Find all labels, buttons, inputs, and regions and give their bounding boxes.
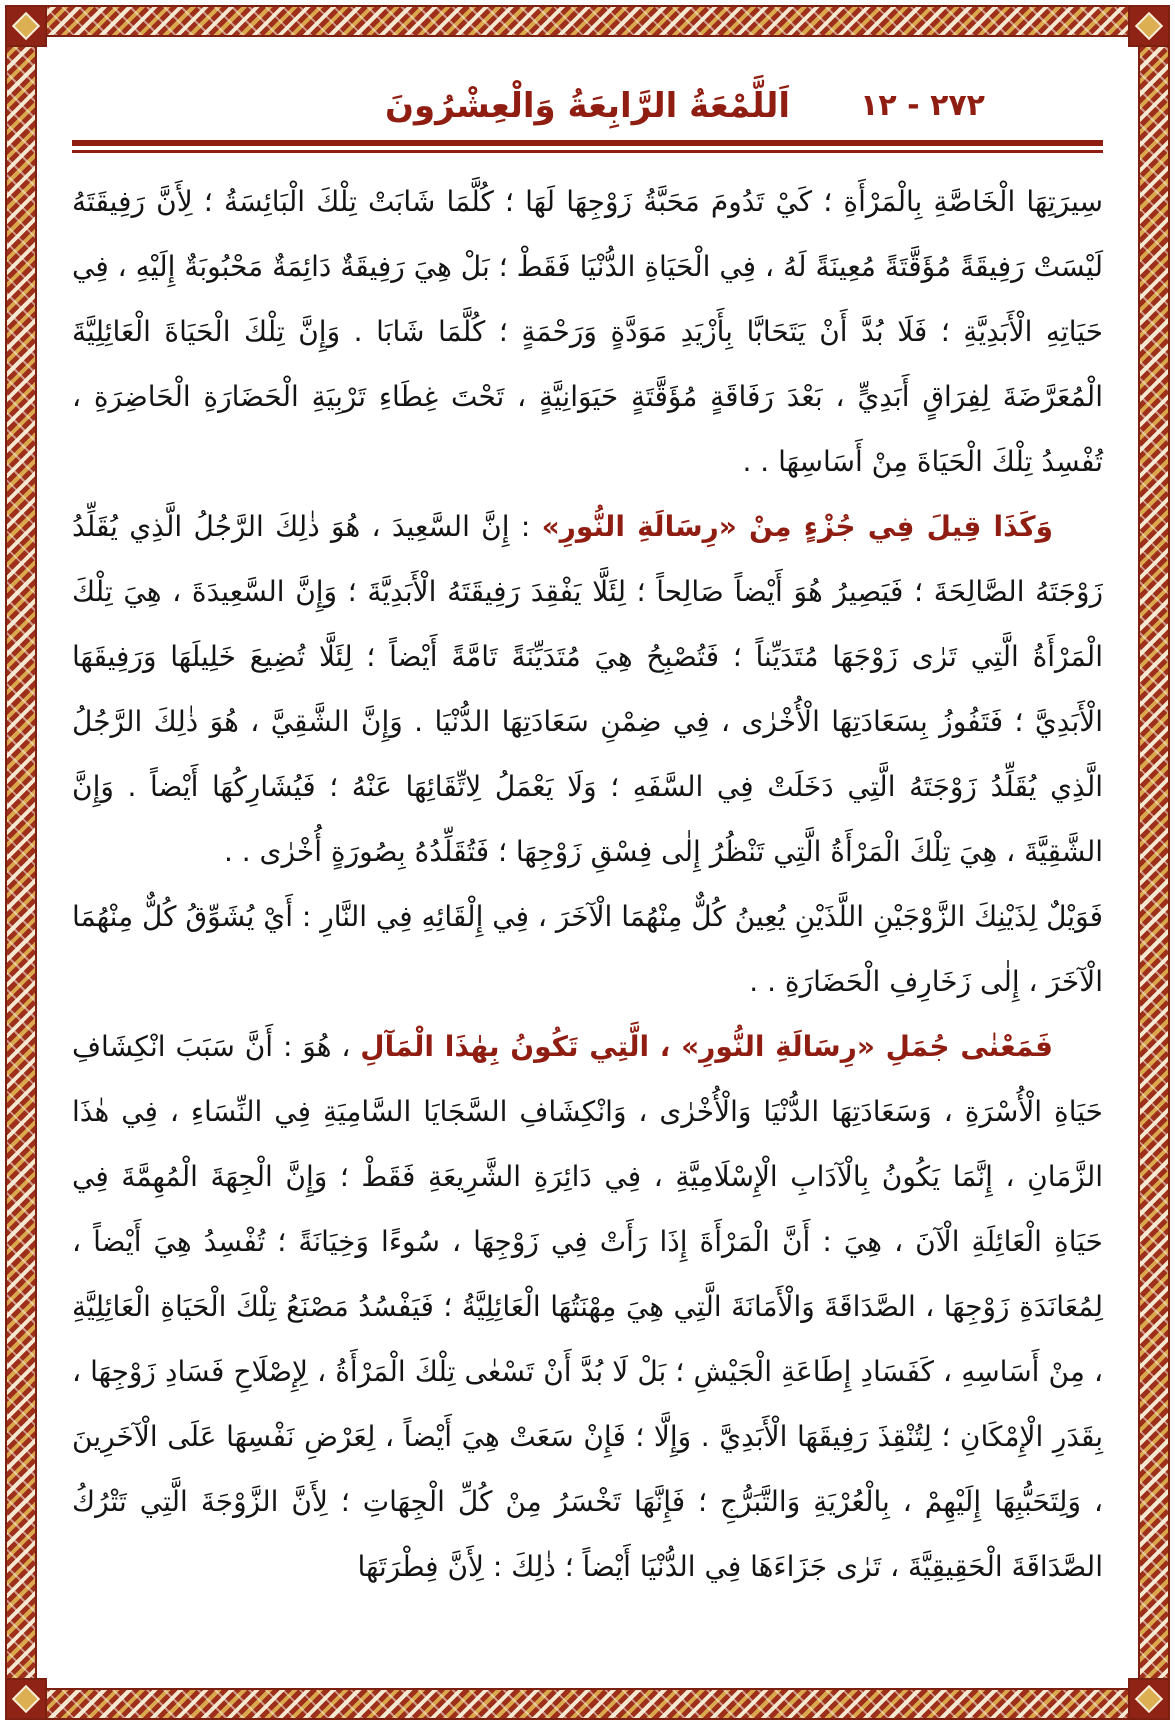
- border-corner-ornament: [5, 5, 47, 47]
- decorative-border-left: [5, 5, 37, 1720]
- paragraph-lead: فَمَعْنٰى جُمَلِ «رِسَالَةِ النُّورِ» ، الَّتِي تَكُونُ بِهٰذَا الْمَآلِ: [360, 1030, 1053, 1063]
- border-corner-ornament: [1128, 1678, 1170, 1720]
- paragraph: سِيرَتِهَا الْخَاصَّةِ بِالْمَرْأَةِ ؛ كَيْ تَدُومَ مَحَبَّةُ زَوْجِهَا لَهَا ؛ كُلَّمَا شَابَتْ تِلْكَ الْبَائِسَةُ ؛ لِأَنَّ رَفِيقَتَهُ لَيْسَتْ رَفِيقَةً مُؤَقَّتَةً مُعِينَةً لَهُ ، فِي الْحَيَاةِ الدُّنْيَا فَقَطْ ؛ بَلْ هِيَ رَفِيقَةٌ دَائِمَةٌ مَحْبُوبَةٌ إِلَيْهِ ، فِي حَيَاتِهِ الْأَبَدِيَّةِ ؛ فَلَا بُدَّ أَنْ يَتَحَابَّا بِأَزْيَدِ مَوَدَّةٍ وَرَحْمَةٍ ؛ كُلَّمَا شَابَا . وَإِنَّ تِلْكَ الْحَيَاةَ الْعَائِلِيَّةَ الْمُعَرَّضَةَ لِفِرَاقٍ أَبَدِيٍّ ، بَعْدَ رَفَاقَةٍ مُؤَقَّتَةٍ حَيَوَانِيَّةٍ ، تَحْتَ غِطَاءِ تَرْبِيَةِ الْحَضَارَةِ الْحَاضِرَةِ ، تُفْسِدُ تِلْكَ الْحَيَاةَ مِنْ أَسَاسِهَا . .: [72, 185, 1103, 478]
- body-text: [72, 169, 1103, 1599]
- decorative-border-right: [1138, 5, 1170, 1720]
- page-title: اَللَّمْعَةُ الرَّابِعَةُ وَالْعِشْرُونَ: [384, 86, 791, 126]
- decorative-border-top: [5, 5, 1170, 37]
- border-corner-ornament: [1128, 5, 1170, 47]
- page-header: [72, 76, 1103, 138]
- page-number: ٢٧٢ - ١٢: [860, 88, 985, 123]
- paragraph: وَكَذَا قِيلَ فِي جُزْءٍ مِنْ «رِسَالَةِ النُّورِ» : إِنَّ السَّعِيدَ ، هُوَ ذٰلِكَ الرَّجُلُ الَّذِي يُقَلِّدُ زَوْجَتَهُ الصَّالِحَةَ ؛ فَيَصِيرُ هُوَ أَيْضاً صَالِحاً ؛ لِئَلَّا يَفْقِدَ رَفِيقَتَهُ الْأَبَدِيَّةَ ؛ وَإِنَّ السَّعِيدَةَ ، هِيَ تِلْكَ الْمَرْأَةُ الَّتِي تَرٰى زَوْجَهَا مُتَدَيِّناً ؛ فَتُصْبِحُ هِيَ مُتَدَيِّنَةً تَامَّةً أَيْضاً ؛ لِئَلَّا تُضِيعَ خَلِيلَهَا وَرَفِيقَهَا الْأَبَدِيَّ ؛ فَتَفُوزُ بِسَعَادَتِهَا الْأُخْرٰى ، فِي ضِمْنِ سَعَادَتِهَا الدُّنْيَا . وَإِنَّ الشَّقِيَّ ، هُوَ ذٰلِكَ الرَّجُلُ الَّذِي يُقَلِّدُ زَوْجَتَهُ الَّتِي دَخَلَتْ فِي السَّفَهِ ؛ وَلَا يَعْمَلُ لِاتِّقَائِهَا عَنْهُ ؛ فَيُشَارِكُهَا أَيْضاً . وَإِنَّ الشَّقِيَّةَ ، هِيَ تِلْكَ الْمَرْأَةُ الَّتِي تَنْظُرُ إِلٰى فِسْقِ زَوْجِهَا ؛ فَتُقَلِّدُهُ بِصُورَةٍ أُخْرٰى . .: [72, 510, 1103, 868]
- decorative-border-bottom: [5, 1688, 1170, 1720]
- page-content: [72, 76, 1103, 1655]
- header-divider: [72, 140, 1103, 153]
- paragraph-lead: وَكَذَا قِيلَ فِي جُزْءٍ مِنْ «رِسَالَةِ النُّورِ»: [541, 510, 1053, 543]
- paragraph: فَوَيْلٌ لِذَيْنِكَ الزَّوْجَيْنِ اللَّذَيْنِ يُعِينُ كُلٌّ مِنْهُمَا الْآخَرَ ، فِي إِلْقَائِهِ فِي النَّارِ : أَيْ يُشَوِّقُ كُلٌّ مِنْهُمَا الْآخَرَ ، إِلٰى زَخَارِفِ الْحَضَارَةِ . .: [72, 900, 1103, 998]
- paragraph: فَمَعْنٰى جُمَلِ «رِسَالَةِ النُّورِ» ، الَّتِي تَكُونُ بِهٰذَا الْمَآلِ ، هُوَ : أَنَّ سَبَبَ انْكِشَافِ حَيَاةِ الْأُسْرَةِ ، وَسَعَادَتِهَا الدُّنْيَا وَالْأُخْرٰى ، وَانْكِشَافِ السَّجَايَا السَّامِيَةِ فِي النِّسَاءِ ، فِي هٰذَا الزَّمَانِ ، إِنَّمَا يَكُونُ بِالْآدَابِ الْإِسْلَامِيَّةِ ، فِي دَائِرَةِ الشَّرِيعَةِ فَقَطْ ؛ وَإِنَّ الْجِهَةَ الْمُهِمَّةَ فِي حَيَاةِ الْعَائِلَةِ الْآنَ ، هِيَ : أَنَّ الْمَرْأَةَ إِذَا رَأَتْ فِي زَوْجِهَا ، سُوءًا وَخِيَانَةً ؛ تُفْسِدُ هِيَ أَيْضاً ، لِمُعَانَدَةِ زَوْجِهَا ، الصَّدَاقَةَ وَالْأَمَانَةَ الَّتِي هِيَ مِهْنَتُهَا الْعَائِلِيَّةُ ؛ فَيَفْسُدُ مَصْنَعُ تِلْكَ الْحَيَاةِ الْعَائِلِيَّةِ ، مِنْ أَسَاسِهِ ، كَفَسَادِ إِطَاعَةِ الْجَيْشِ ؛ بَلْ لَا بُدَّ أَنْ تَسْعٰى تِلْكَ الْمَرْأَةُ ، لِإِصْلَاحِ فَسَادِ زَوْجِهَا ، بِقَدَرِ الْإِمْكَانِ ؛ لِتُنْقِذَ رَفِيقَهَا الْأَبَدِيَّ . وَإِلَّا ؛ فَإِنْ سَعَتْ هِيَ أَيْضاً ، لِعَرْضِ نَفْسِهَا عَلَى الْآخَرِينَ ، وَلِتَحَبُّبِهَا إِلَيْهِمْ ، بِالْعُرْيَةِ وَالتَّبَرُّجِ ؛ فَإِنَّهَا تَخْسَرُ مِنْ كُلِّ الْجِهَاتِ ؛ لِأَنَّ الزَّوْجَةَ الَّتِي تَتْرُكُ الصَّدَاقَةَ الْحَقِيقِيَّةَ ، تَرٰى جَزَاءَهَا فِي الدُّنْيَا أَيْضاً ؛ ذٰلِكَ : لِأَنَّ فِطْرَتَهَا: [72, 1030, 1103, 1583]
- border-corner-ornament: [5, 1678, 47, 1720]
